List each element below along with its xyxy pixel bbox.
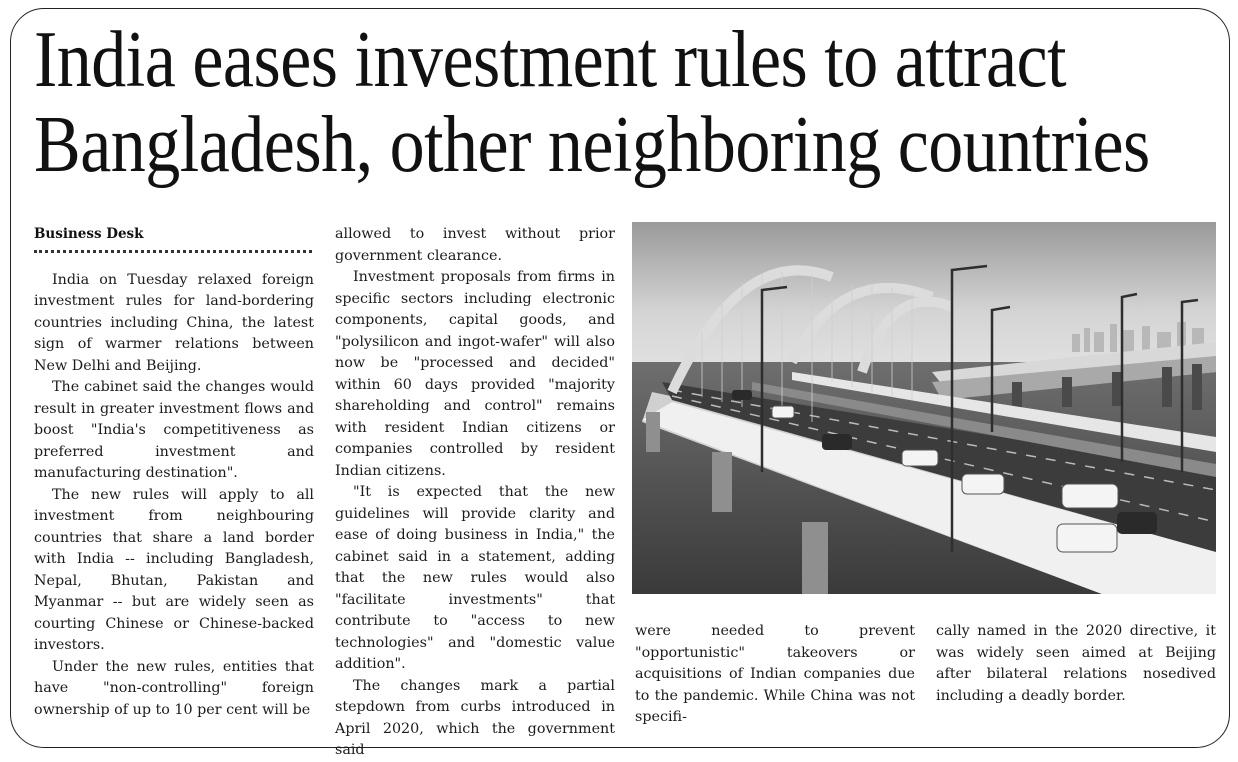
paragraph: Investment proposals from firms in specific sectors including electronic components, capital goods, and "polysilicon and ingot-wafer" will also now be "processed and decided" within 60 days provided "majority shareholding and control" remains with resident Indian citizens or companies controlled by resident Indian citizens.	[335, 269, 615, 479]
byline-divider	[34, 250, 312, 253]
article-column-3	[635, 621, 915, 729]
article-column-4	[936, 621, 1216, 707]
paragraph: allowed to invest without prior government clearance.	[335, 226, 615, 264]
headline: India eases investment rules to attract Bangladesh, other neighboring countries	[34, 15, 1150, 190]
article-column-2	[335, 224, 615, 762]
paragraph: The cabinet said the changes would result in greater investment flows and boost "India's competitiveness as preferred investment and manufacturing destination".	[34, 379, 314, 481]
paragraph: The new rules will apply to all investment from neighbouring countries that share a land border with India -- including Bangladesh, Nepal, Bhutan, Pakistan and Myanmar -- but are widely seen as courting Chinese or Chinese-backed investors.	[34, 486, 314, 653]
paragraph: The changes mark a partial stepdown from curbs introduced in April 2020, which the government said	[335, 677, 615, 758]
paragraph: "It is expected that the new guidelines will provide clarity and ease of doing business in India," the cabinet said in a statement, adding that the new rules would also "facilitate investments" that contribute to "access to new technologies" and "domestic value addition".	[335, 484, 615, 672]
paragraph: India on Tuesday relaxed foreign investment rules for land-bordering countries including China, the latest sign of warmer relations between New Delhi and Beijing.	[34, 271, 314, 374]
paragraph: cally named in the 2020 directive, it was widely seen aimed at Beijing after bilateral relations nosedived including a deadly border.	[936, 623, 1216, 704]
bridge-photo	[632, 222, 1216, 594]
paragraph: were needed to prevent "opportunistic" takeovers or acquisitions of Indian companies due to the pandemic. While China was not specifi-	[635, 623, 915, 725]
byline: Business Desk	[34, 226, 144, 242]
paragraph: Under the new rules, entities that have "non-controlling" foreign ownership of up to 10 per cent will be	[34, 658, 314, 718]
article-column-1	[34, 224, 314, 721]
